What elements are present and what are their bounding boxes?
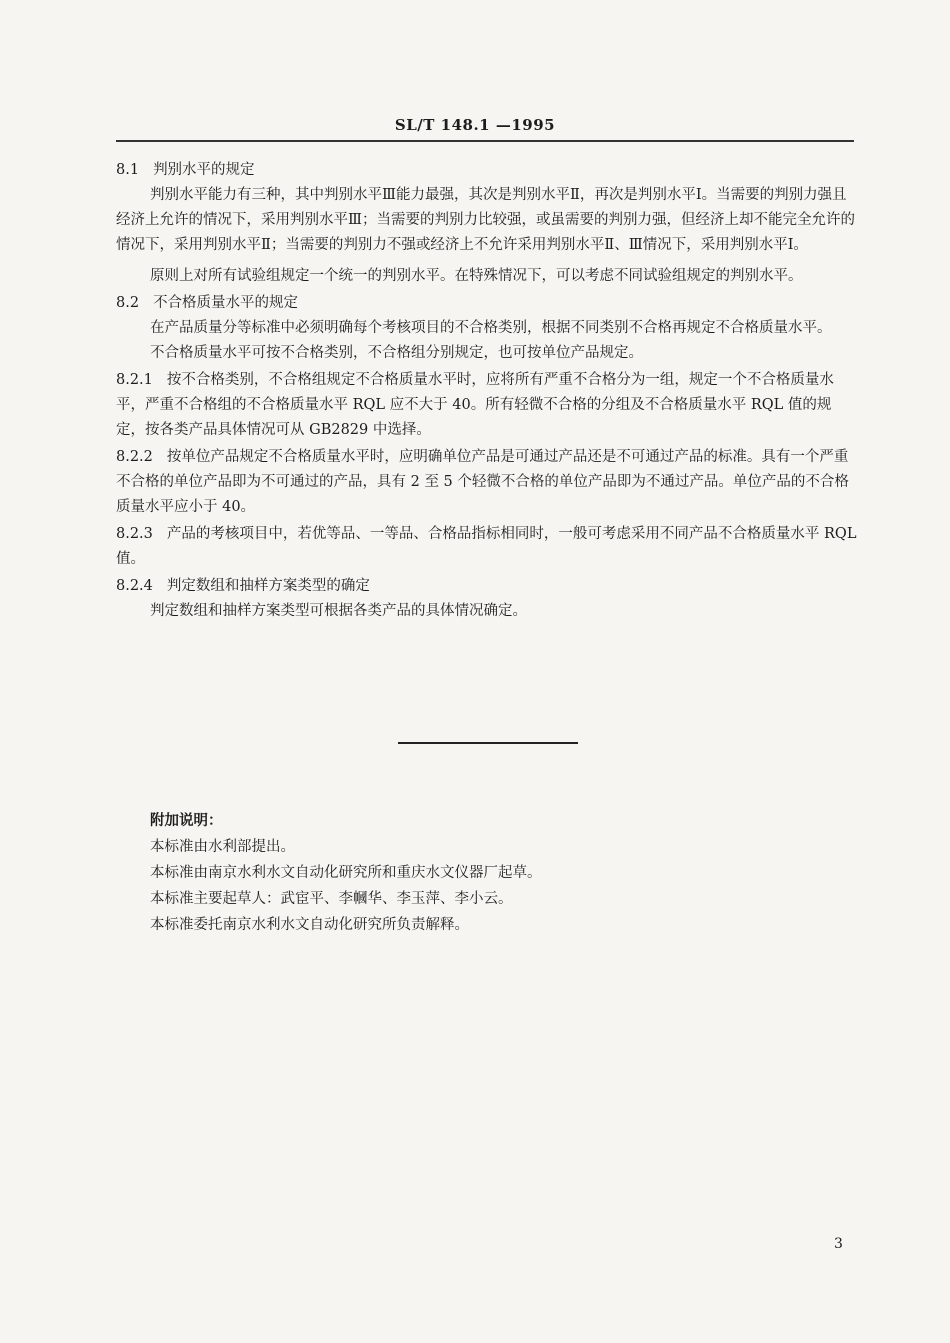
section-8-2-4	[116, 574, 858, 624]
paragraph: 原则上对所有试验组规定一个统一的判别水平。在特殊情况下，可以考虑不同试验组规定的判别水平。	[150, 268, 803, 284]
section-8-1	[116, 158, 858, 289]
section-heading	[116, 158, 858, 183]
page-number: 3	[834, 1236, 843, 1252]
additional-notes	[150, 808, 750, 938]
notes-line: 本标准由水利部提出。	[150, 839, 295, 855]
clause-8-2-1	[116, 368, 858, 443]
clause-8-2-2	[116, 445, 858, 520]
section-heading	[116, 291, 858, 316]
clause-number: 8.2.3	[116, 526, 153, 542]
paragraph: 在产品质量分等标准中必须明确每个考核项目的不合格类别，根据不同类别不合格再规定不合格质量水平。	[150, 320, 832, 336]
section-title: 判别水平的规定	[153, 162, 255, 178]
header-rule	[116, 140, 854, 142]
section-8-2	[116, 291, 858, 366]
clause-text: 按单位产品规定不合格质量水平时，应明确单位产品是可通过产品还是不可通过产品的标准。具有一个严重不合格的单位产品即为不可通过的产品，具有 2 至 5 个轻微不合格的单位产品即为不通过产品。单位产品的不合格质量水平应小于 40。	[116, 449, 849, 515]
end-rule	[398, 742, 578, 744]
section-title: 判定数组和抽样方案类型的确定	[166, 578, 370, 594]
section-number: 8.1	[116, 162, 140, 178]
clause-text: 按不合格类别，不合格组规定不合格质量水平时，应将所有严重不合格分为一组，规定一个不合格质量水平，严重不合格组的不合格质量水平 RQL 应不大于 40。所有轻微不合格的分组及不合格质量水平 RQL 值的规定，按各类产品具体情况可从 GB2829 中选择。	[116, 372, 834, 438]
section-heading	[116, 574, 858, 599]
clause-text: 产品的考核项目中，若优等品、一等品、合格品指标相同时，一般可考虑采用不同产品不合格质量水平 RQL 值。	[116, 526, 857, 567]
notes-line: 本标准由南京水利水文自动化研究所和重庆水文仪器厂起草。	[150, 865, 542, 881]
section-title: 不合格质量水平的规定	[153, 295, 299, 311]
paragraph: 判定数组和抽样方案类型可根据各类产品的具体情况确定。	[150, 603, 527, 619]
notes-line: 本标准主要起草人：武宦平、李幗华、李玉萍、李小云。	[150, 891, 513, 907]
standard-header: SL/T 148.1 —1995	[394, 116, 556, 134]
paragraph: 不合格质量水平可按不合格类别，不合格组分别规定，也可按单位产品规定。	[150, 345, 643, 361]
paragraph: 判别水平能力有三种，其中判别水平Ⅲ能力最强，其次是判别水平Ⅱ，再次是判别水平Ⅰ。当需要的判别力强且经济上允许的情况下，采用判别水平Ⅲ；当需要的判别力比较强，或虽需要的判别力强，但经济上却不能完全允许的情况下，采用判别水平Ⅱ；当需要的判别力不强或经济上不允许采用判别水平Ⅱ、Ⅲ情况下，采用判别水平Ⅰ。	[116, 187, 855, 253]
section-number: 8.2	[116, 295, 140, 311]
clause-8-2-3	[116, 522, 858, 572]
notes-title: 附加说明：	[150, 812, 223, 829]
document-body	[116, 158, 858, 626]
clause-number: 8.2.2	[116, 449, 153, 465]
clause-number: 8.2.1	[116, 372, 153, 388]
notes-line: 本标准委托南京水利水文自动化研究所负责解释。	[150, 917, 469, 933]
section-number: 8.2.4	[116, 578, 153, 594]
